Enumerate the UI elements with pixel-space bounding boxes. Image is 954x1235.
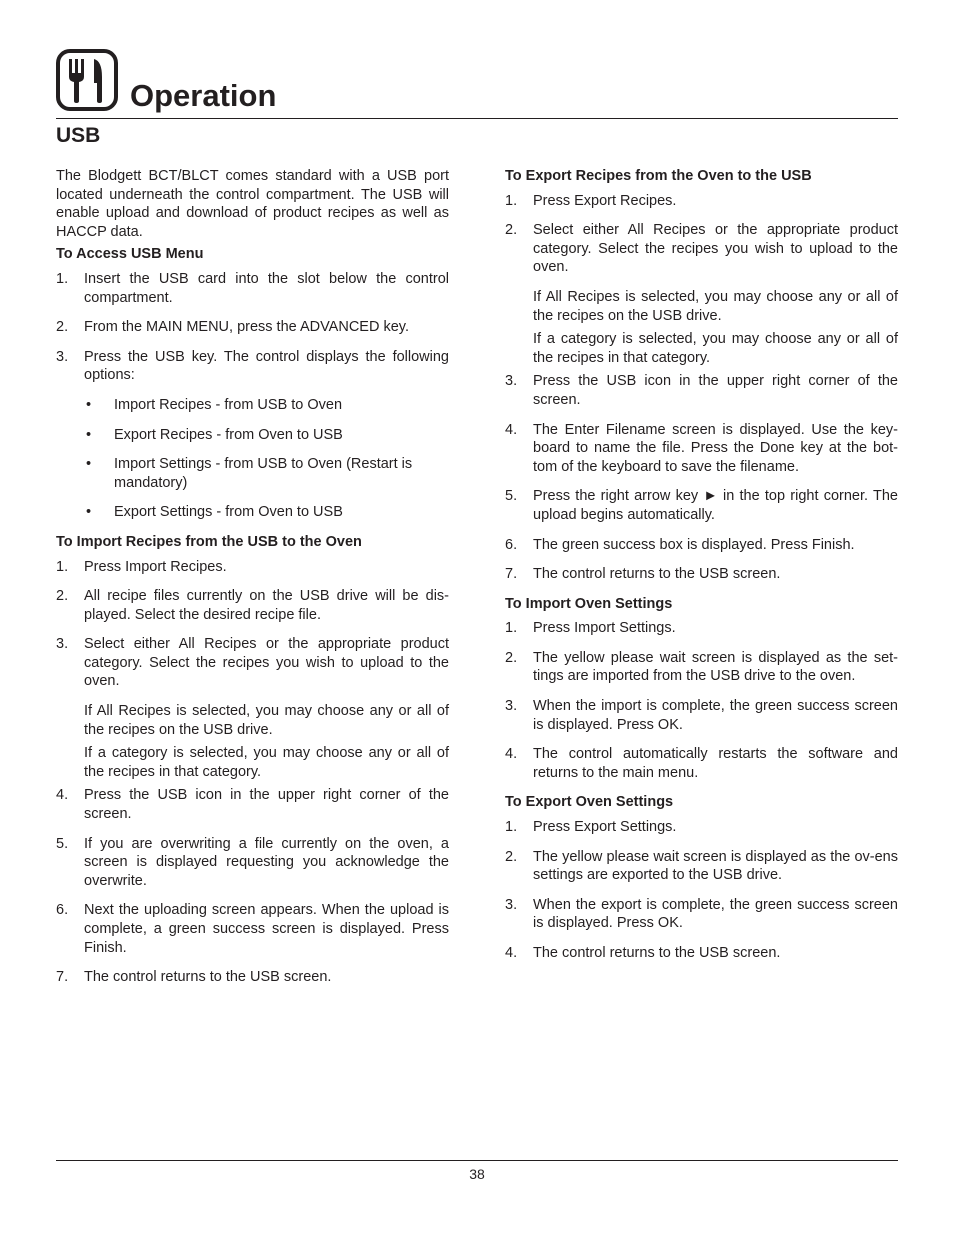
list-item: 2. The yellow please wait screen is displayed as the ov-ens settings are exported to the USB drive. <box>505 848 898 884</box>
list-item: 2. Select either All Recipes or the appropriate product category. Select the recipes you wish to upload to the oven. If All Recipes is selected, you may choose any or all of the recipes on the USB drive. If a category is selected, you may choose any or all of the recipes in that category. <box>505 222 898 366</box>
list-item: 3. When the import is complete, the green success screen is displayed. Press OK. <box>505 698 898 733</box>
list-item: 1. Press Export Settings. <box>505 819 677 836</box>
list-item: 3. Select either All Recipes or the appropriate product category. Select the recipes you wish to upload to the oven. If All Recipes is selected, you may choose any or all of the recipes on the USB drive. If a category is selected, you may choose any or all of the recipes in that category. <box>56 636 449 780</box>
page-number: 38 <box>469 1166 485 1182</box>
intro-paragraph: The Blodgett BCT/BLCT comes standard with a USB port located underneath the control compartment. The USB will enable upload and download of product recipes as well as HACCP data. <box>56 168 449 240</box>
list-item: 5. If you are overwriting a file currently on the oven, a screen is displayed requesting you acknowledge the overwrite. <box>56 835 449 889</box>
list-item: 3. Press the USB icon in the upper right corner of the screen. <box>505 373 898 408</box>
list-item: 1. Insert the USB card into the slot below the control compartment. <box>56 270 449 306</box>
note-text: If a category is selected, you may choose any or all of the recipes in that category. <box>533 331 898 366</box>
note-text: If a category is selected, you may choose any or all of the recipes in that category. <box>84 745 449 780</box>
export-recipes-steps <box>505 192 898 584</box>
fork-knife-icon <box>56 49 118 111</box>
list-item: 7. The control returns to the USB screen. <box>56 969 332 986</box>
list-item: • Import Recipes - from USB to Oven <box>86 396 343 413</box>
list-item: 5. Press the right arrow key ► in the top right corner. The upload begins automatically. <box>505 488 898 523</box>
list-item: 1. Press Import Recipes. <box>56 558 227 575</box>
list-item: • Import Settings - from USB to Oven (Restart is mandatory) <box>86 456 413 491</box>
import-settings-steps <box>505 619 898 782</box>
import-recipes-heading: To Import Recipes from the USB to the Oven <box>56 533 362 550</box>
left-column <box>56 167 449 998</box>
list-item: • Export Recipes - from Oven to USB <box>86 426 343 443</box>
list-item: 1. Press Import Settings. <box>505 620 676 637</box>
list-item: 4. The Enter Filename screen is displayed. Use the key-board to name the file. Press the Done key at the bot-tom of the keyboard to save the filename. <box>505 421 898 475</box>
import-settings-heading: To Import Oven Settings <box>505 595 673 612</box>
usb-options-list <box>84 396 449 522</box>
page-title: Operation <box>130 78 277 113</box>
list-item: 6. The green success box is displayed. Press Finish. <box>505 536 855 553</box>
access-menu-steps <box>56 270 449 385</box>
note-text: If All Recipes is selected, you may choose any or all of the recipes on the USB drive. <box>84 703 449 738</box>
list-item: 1. Press Export Recipes. <box>505 192 677 209</box>
import-recipes-steps <box>56 558 449 987</box>
list-item: 3. Press the USB key. The control displays the following options: <box>56 348 449 384</box>
footer-divider <box>56 1160 898 1161</box>
section-title: USB <box>56 124 101 147</box>
list-item: 2. From the MAIN MENU, press the ADVANCED key. <box>56 319 409 336</box>
right-column <box>505 167 898 974</box>
list-item: 4. The control automatically restarts the software and returns to the main menu. <box>505 746 898 781</box>
access-menu-heading: To Access USB Menu <box>56 246 204 263</box>
list-item: 2. All recipe files currently on the USB drive will be dis-played. Select the desired recipe file. <box>56 588 449 623</box>
list-item: 4. The control returns to the USB screen. <box>505 945 781 961</box>
list-item: 4. Press the USB icon in the upper right corner of the screen. <box>56 787 449 823</box>
list-item: 7. The control returns to the USB screen. <box>505 566 781 583</box>
note-text: If All Recipes is selected, you may choose any or all of the recipes on the USB drive. <box>533 288 898 324</box>
export-settings-heading: To Export Oven Settings <box>505 794 674 811</box>
list-item: 3. When the export is complete, the green success screen is displayed. Press OK. <box>505 896 898 932</box>
list-item: 2. The yellow please wait screen is displayed as the set-tings are imported from the USB drive to the oven. <box>505 649 898 685</box>
export-recipes-heading: To Export Recipes from the Oven to the USB <box>505 168 812 184</box>
list-item: • Export Settings - from Oven to USB <box>86 504 343 521</box>
list-item: 6. Next the uploading screen appears. When the upload is complete, a green success screen is displayed. Press Finish. <box>56 902 449 956</box>
header-divider <box>56 118 898 119</box>
export-settings-steps <box>505 818 898 963</box>
